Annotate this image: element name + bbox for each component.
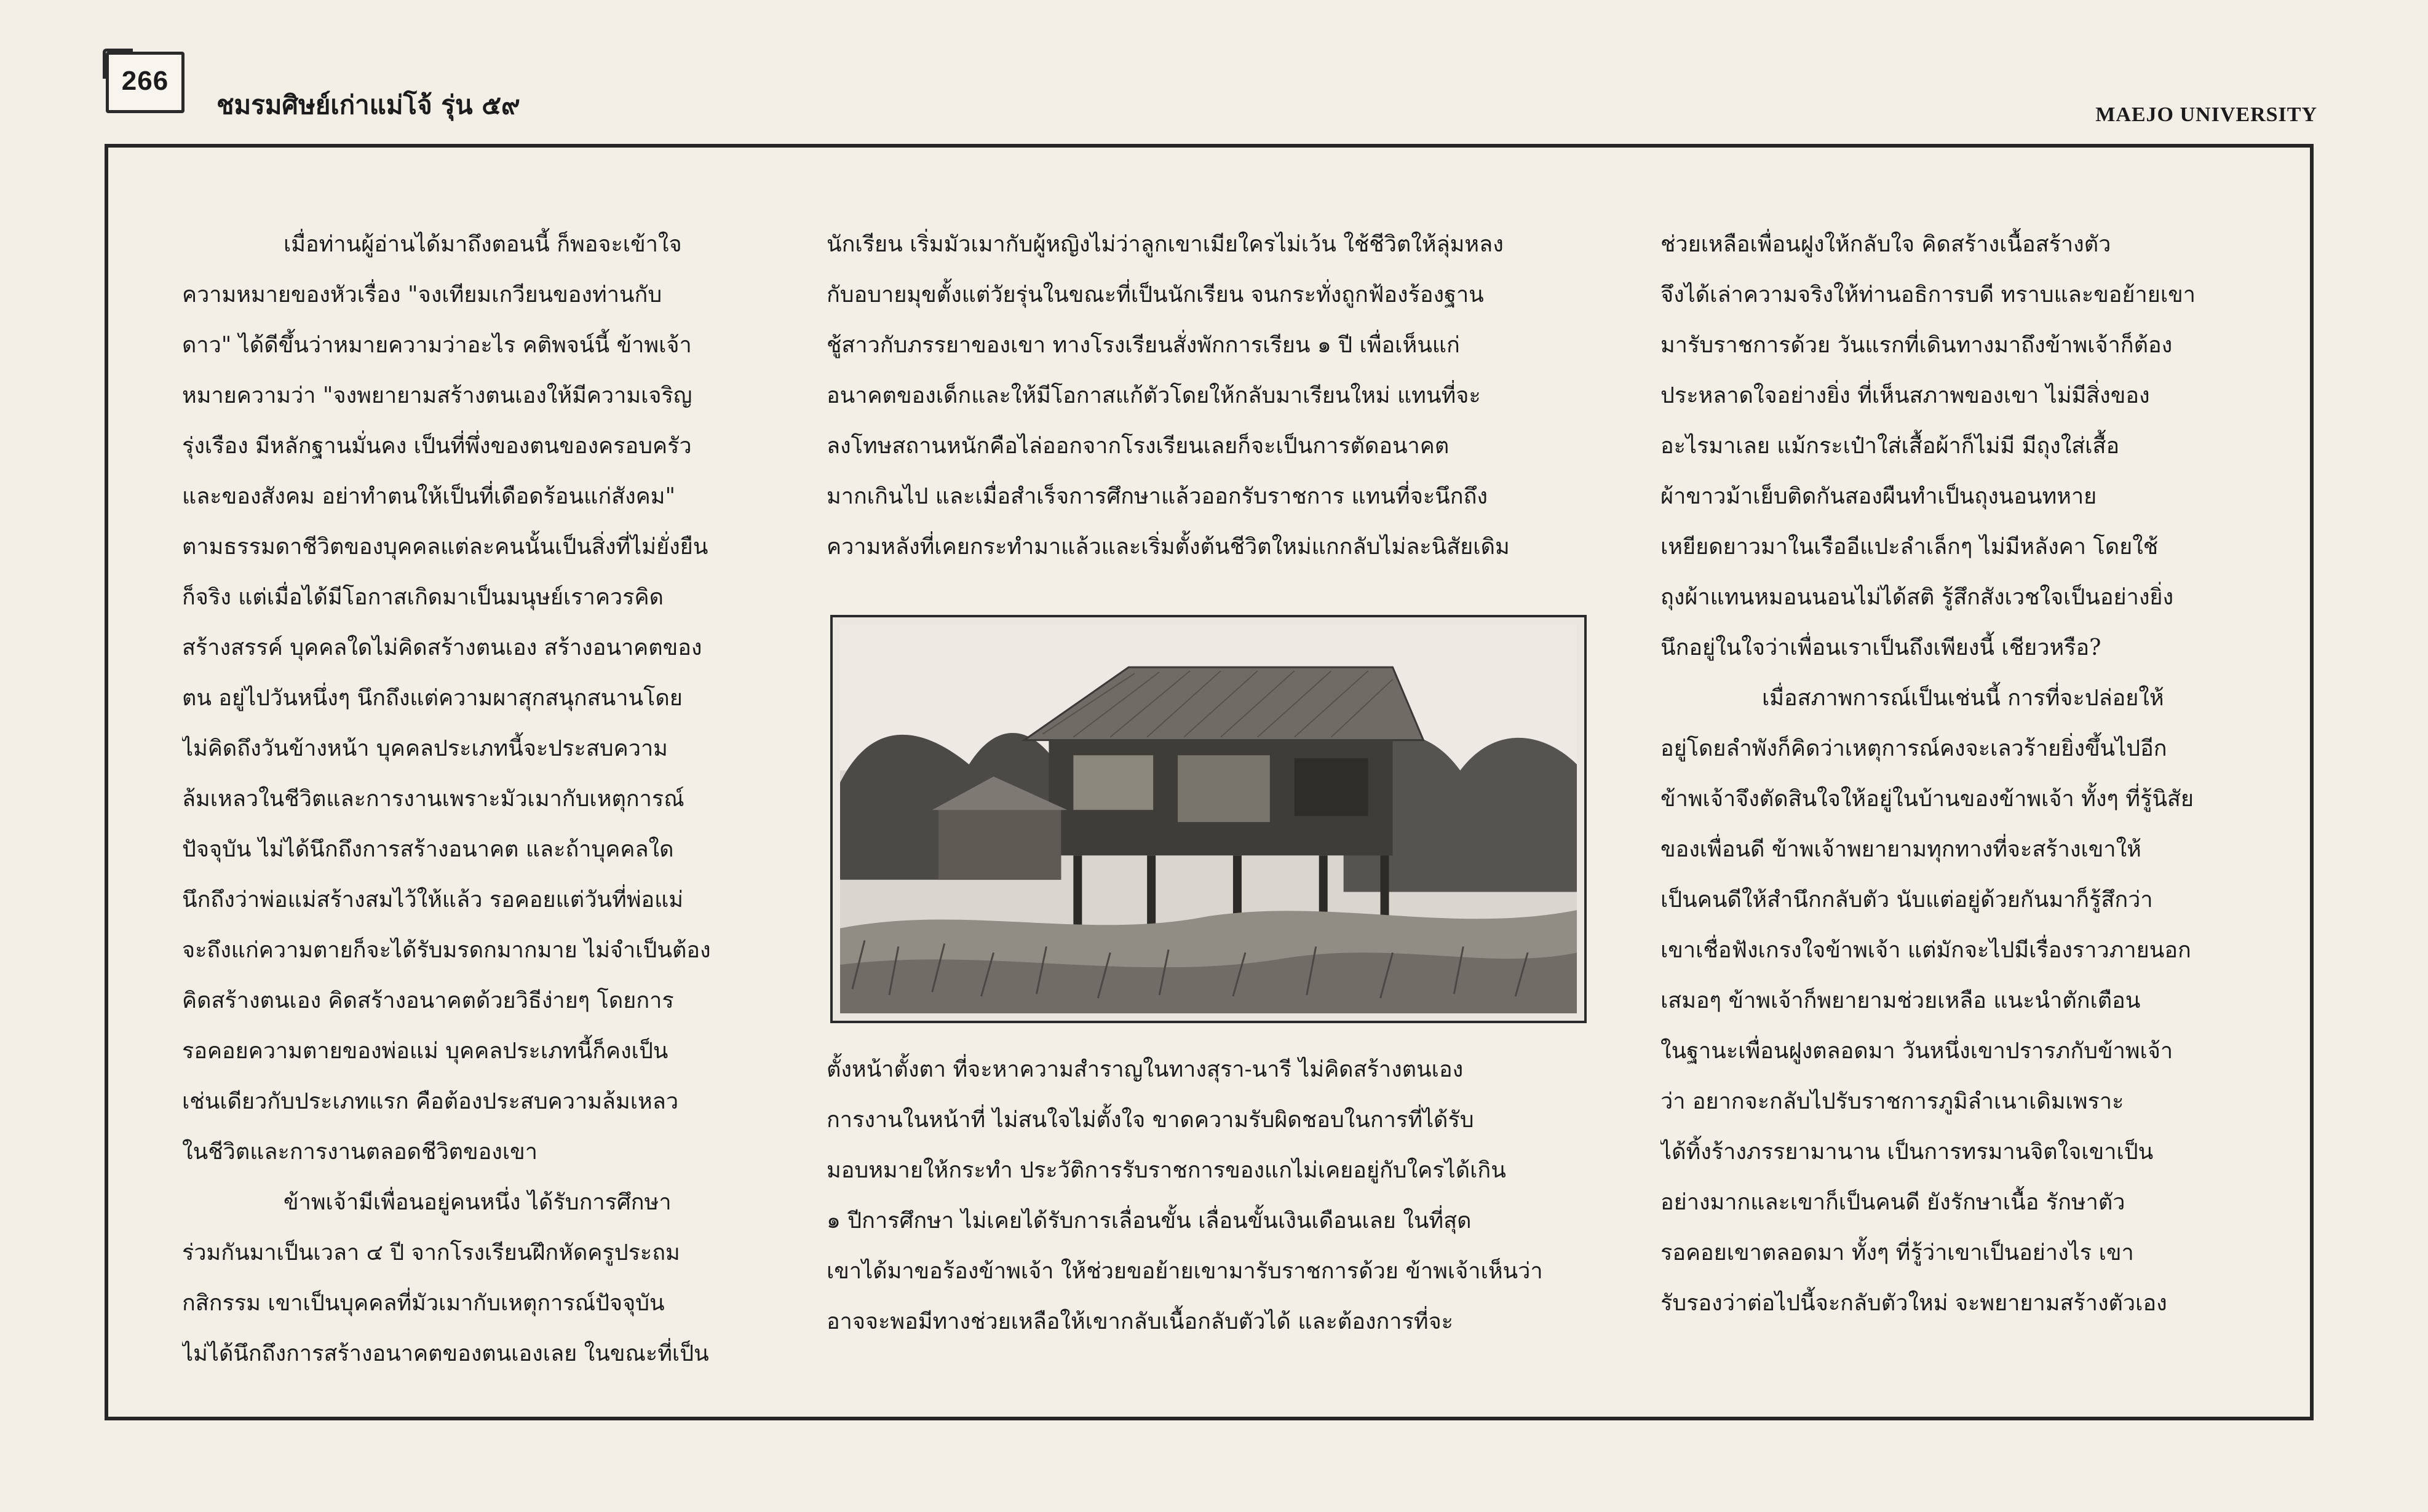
text-line: และของสังคม อย่าทำตนให้เป็นที่เดือดร้อนแก่สังคม" <box>182 484 676 509</box>
text-line: อะไรมาเลย แม้กระเป๋าใส่เสื้อผ้าก็ไม่มี มีถุงใส่เสื้อ <box>1660 433 2120 459</box>
text-line: เมื่อสภาพการณ์เป็นเช่นนี้ การที่จะปล่อยให้ <box>1762 686 2164 711</box>
house-photo-icon <box>840 625 1577 1013</box>
running-header-university: MAEJO UNIVERSITY <box>2095 103 2317 126</box>
running-header-title: ชมรมศิษย์เก่าแม่โจ้ รุ่น ๕๙ <box>216 90 520 120</box>
text-line: อยู่โดยลำพังก็คิดว่าเหตุการณ์คงจะเลวร้ายยิ่งขึ้นไปอีก <box>1660 736 2167 761</box>
page-number-box <box>106 52 184 113</box>
text-line: รุ่งเรือง มีหลักฐานมั่นคง เป็นที่พึ่งของตนของครอบครัว <box>182 433 692 459</box>
text-line: อนาคตของเด็กและให้มีโอกาสแก้ตัวโดยให้กลับมาเรียนใหม่ แทนที่จะ <box>827 383 1481 408</box>
text-line: เช่นเดียวกับประเภทแรก คือต้องประสบความล้มเหลว <box>182 1089 679 1114</box>
text-line: เสมอๆ ข้าพเจ้าก็พยายามช่วยเหลือ แนะนำตักเตือน <box>1660 988 2141 1013</box>
text-line: อย่างมากและเขาก็เป็นคนดี ยังรักษาเนื้อ รักษาตัว <box>1660 1190 2125 1215</box>
text-line: หมายความว่า "จงพยายามสร้างตนเองให้มีความเจริญ <box>182 383 692 408</box>
text-line: ๑ ปีการศึกษา ไม่เคยได้รับการเลื่อนขั้น เลื่อนขั้นเงินเดือนเลย ในที่สุด <box>827 1208 1472 1233</box>
text-line: มากเกินไป และเมื่อสำเร็จการศึกษาแล้วออกรับราชการ แทนที่จะนึกถึง <box>827 484 1488 509</box>
text-line: เหยียดยาวมาในเรืออีแปะลำเล็กๆ ไม่มีหลังคา โดยใช้ <box>1660 534 2159 560</box>
text-line: ความหมายของหัวเรื่อง "จงเทียมเกวียนของท่านกับ <box>182 282 662 307</box>
text-line: ปัจจุบัน ไม่ได้นึกถึงการสร้างอนาคต และถ้าบุคคลใด <box>182 837 674 862</box>
text-line: สร้างสรรค์ บุคคลใดไม่คิดสร้างตนเอง สร้างอนาคตของ <box>182 635 702 660</box>
text-line: จึงได้เล่าความจริงให้ท่านอธิการบดี ทราบและขอย้ายเขา <box>1660 282 2196 307</box>
text-line: นักเรียน เริ่มมัวเมากับผู้หญิงไม่ว่าลูกเขาเมียใครไม่เว้น ใช้ชีวิตให้ลุ่มหลง <box>827 232 1504 257</box>
text-line: ชู้สาวกับภรรยาของเขา ทางโรงเรียนสั่งพักการเรียน ๑ ปี เพื่อเห็นแก่ <box>827 333 1460 358</box>
text-line: จะถึงแก่ความตายก็จะได้รับมรดกมากมาย ไม่จำเป็นต้อง <box>182 938 711 963</box>
text-line: รับรองว่าต่อไปนี้จะกลับตัวใหม่ จะพยายามสร้างตัวเอง <box>1660 1291 2167 1316</box>
text-line: ร่วมกันมาเป็นเวลา ๔ ปี จากโรงเรียนฝึกหัดครูประถม <box>182 1240 680 1265</box>
page-number: 266 <box>121 66 169 96</box>
text-line: ได้ทิ้งร้างภรรยามานาน เป็นการทรมานจิตใจเขาเป็น <box>1660 1139 2154 1165</box>
text-line: ในฐานะเพื่อนฝูงตลอดมา วันหนึ่งเขาปรารภกับข้าพเจ้า <box>1660 1039 2173 1064</box>
text-line: อาจจะพอมีทางช่วยเหลือให้เขากลับเนื้อกลับตัวได้ และต้องการที่จะ <box>827 1309 1454 1334</box>
text-line: ในชีวิตและการงานตลอดชีวิตของเขา <box>182 1139 538 1165</box>
text-line: นึกอยู่ในใจว่าเพื่อนเราเป็นถึงเพียงนี้ เชียวหรือ? <box>1660 635 2101 660</box>
text-line: ข้าพเจ้ามีเพื่อนอยู่คนหนึ่ง ได้รับการศึกษา <box>284 1190 672 1215</box>
text-line: เขาได้มาขอร้องข้าพเจ้า ให้ช่วยขอย้ายเขามารับราชการด้วย ข้าพเจ้าเห็นว่า <box>827 1259 1543 1284</box>
text-line: ผ้าขาวม้าเย็บติดกันสองผืนทำเป็นถุงนอนทหาย <box>1660 484 2097 509</box>
text-line: ของเพื่อนดี ข้าพเจ้าพยายามทุกทางที่จะสร้างเขาให้ <box>1660 837 2141 862</box>
text-line: ประหลาดใจอย่างยิ่ง ที่เห็นสภาพของเขา ไม่มีสิ่งของ <box>1660 383 2150 408</box>
text-line: รอคอยเขาตลอดมา ทั้งๆ ที่รู้ว่าเขาเป็นอย่างไร เขา <box>1660 1240 2134 1265</box>
text-line: ข้าพเจ้าจึงตัดสินใจให้อยู่ในบ้านของข้าพเจ้า ทั้งๆ ที่รู้นิสัย <box>1660 786 2194 812</box>
house-photo <box>830 615 1587 1023</box>
text-column-2-bottom <box>827 1045 1594 1347</box>
text-line: ตน อยู่ไปวันหนึ่งๆ นึกถึงแต่ความผาสุกสนุกสนานโดย <box>182 686 683 711</box>
text-line: รอคอยความตายของพ่อแม่ บุคคลประเภทนี้ก็คงเป็น <box>182 1039 668 1064</box>
text-line: นึกถึงว่าพ่อแม่สร้างสมไว้ให้แล้ว รอคอยแต่วันที่พ่อแม่ <box>182 887 684 912</box>
text-line: ไม่ได้นึกถึงการสร้างอนาคตของตนเองเลย ในขณะที่เป็น <box>182 1341 709 1366</box>
text-line: กสิกรรม เขาเป็นบุคคลที่มัวเมากับเหตุการณ์ปัจจุบัน <box>182 1291 665 1316</box>
text-line: ความหลังที่เคยกระทำมาแล้วและเริ่มตั้งต้นชีวิตใหม่แกกลับไม่ละนิสัยเดิม <box>827 534 1510 560</box>
text-line: ถุงผ้าแทนหมอนนอนไม่ได้สติ รู้สึกสังเวชใจเป็นอย่างยิ่ง <box>1660 585 2174 610</box>
text-line: ล้มเหลวในชีวิตและการงานเพราะมัวเมากับเหตุการณ์ <box>182 786 684 812</box>
text-line: ดาว" ได้ดีขึ้นว่าหมายความว่าอะไร คติพจน์นี้ ข้าพเจ้า <box>182 333 692 358</box>
text-line: ตั้งหน้าตั้งตา ที่จะหาความสำราญในทางสุรา-นารี ไม่คิดสร้างตนเอง <box>827 1057 1464 1082</box>
text-line: กับอบายมุขตั้งแต่วัยรุ่นในขณะที่เป็นนักเรียน จนกระทั่งถูกฟ้องร้องฐาน <box>827 282 1484 307</box>
text-line: เป็นคนดีให้สำนึกกลับตัว นับแต่อยู่ด้วยกันมาก็รู้สึกว่า <box>1660 887 2153 912</box>
text-line: การงานในหน้าที่ ไม่สนใจไม่ตั้งใจ ขาดความรับผิดชอบในการที่ได้รับ <box>827 1107 1474 1133</box>
text-line: ช่วยเหลือเพื่อนฝูงให้กลับใจ คิดสร้างเนื้อสร้างตัว <box>1660 232 2111 257</box>
text-line: ไม่คิดถึงวันข้างหน้า บุคคลประเภทนี้จะประสบความ <box>182 736 668 761</box>
text-column-3 <box>1660 220 2251 1329</box>
text-line: เมื่อท่านผู้อ่านได้มาถึงตอนนี้ ก็พอจะเข้าใจ <box>284 232 682 257</box>
text-line: ว่า อยากจะกลับไปรับราชการภูมิลำเนาเดิมเพราะ <box>1660 1089 2124 1114</box>
text-line: เขาเชื่อฟังเกรงใจข้าพเจ้า แต่มักจะไปมีเรื่องราวภายนอก <box>1660 938 2191 963</box>
text-line: มอบหมายให้กระทำ ประวัติการรับราชการของแกไม่เคยอยู่กับใครได้เกิน <box>827 1158 1506 1183</box>
text-column-1 <box>182 220 760 1379</box>
text-line: ก็จริง แต่เมื่อได้มีโอกาสเกิดมาเป็นมนุษย์เราควรคิด <box>182 585 664 610</box>
text-line: มารับราชการด้วย วันแรกที่เดินทางมาถึงข้าพเจ้าก็ต้อง <box>1660 333 2173 358</box>
text-line: คิดสร้างตนเอง คิดสร้างอนาคตด้วยวิธีง่ายๆ โดยการ <box>182 988 674 1013</box>
text-column-2-top <box>827 220 1594 572</box>
text-line: ลงโทษสถานหนักคือไล่ออกจากโรงเรียนเลยก็จะเป็นการตัดอนาคต <box>827 433 1450 459</box>
text-line: ตามธรรมดาชีวิตของบุคคลแต่ละคนนั้นเป็นสิ่งที่ไม่ยั่งยืน <box>182 534 708 560</box>
